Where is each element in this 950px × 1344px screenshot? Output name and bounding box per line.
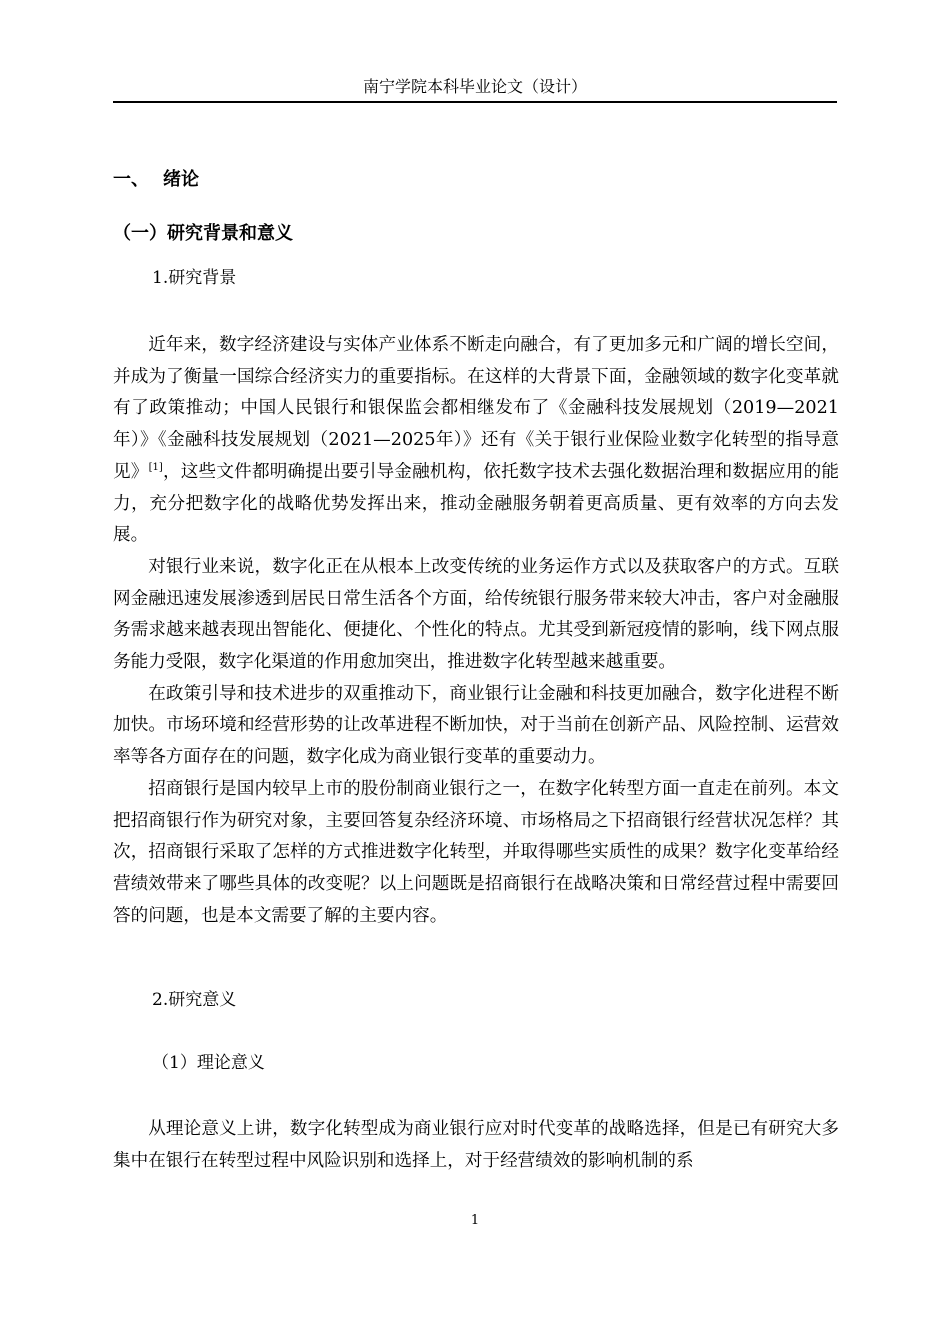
- paragraph-text: ，这些文件都明确提出要引导金融机构，依托数字技术去强化数据治理和数据应用的能力，充分把数字化的战略优势发挥出来，推动金融服务朝着更高质量、更有效率的方向去发展。: [113, 461, 839, 546]
- chapter-number: 一、: [113, 169, 149, 190]
- chapter-title: 绪论: [163, 169, 199, 190]
- paragraph: 招商银行是国内较早上市的股份制商业银行之一，在数字化转型方面一直走在前列。本文把招商银行作为研究对象，主要回答复杂经济环境、市场格局之下招商银行经营状况怎样？其次，招商银行采取了怎样的方式推进数字化转型，并取得哪些实质性的成果？数字化变革给经营绩效带来了哪些具体的改变呢？以上问题既是招商银行在战略决策和日常经营过程中需要回答的问题，也是本文需要了解的主要内容。: [113, 778, 839, 926]
- page-header: 南宁学院本科毕业论文（设计）: [362, 77, 587, 96]
- paragraph: 在政策引导和技术进步的双重推动下，商业银行让金融和科技更加融合，数字化进程不断加快。市场环境和经营形势的让改革进程不断加快，对于当前在创新产品、风险控制、运营效率等各方面存在的问题，数字化成为商业银行变革的重要动力。: [113, 683, 839, 768]
- chapter-heading: [113, 166, 199, 194]
- background-body: [113, 330, 839, 932]
- header-divider: [113, 101, 837, 103]
- paragraph: [113, 330, 839, 552]
- subsubsection-heading-theory: （1）理论意义: [152, 1053, 265, 1073]
- subsection-heading-background: 1.研究背景: [152, 268, 237, 288]
- subsection-heading-significance: 2.研究意义: [152, 990, 237, 1010]
- section-heading: （一）研究背景和意义: [113, 223, 293, 244]
- citation-marker: [1]: [148, 461, 163, 473]
- paragraph: 从理论意义上讲，数字化转型成为商业银行应对时代变革的战略选择，但是已有研究大多集中在银行在转型过程中风险识别和选择上，对于经营绩效的影响机制的系: [113, 1119, 839, 1171]
- paragraph-text: 近年来，数字经济建设与实体产业体系不断走向融合，有了更加多元和广阔的增长空间，并成为了衡量一国综合经济实力的重要指标。在这样的大背景下面，金融领域的数字化变革就有了政策推动；中国人民银行和银保监会都相继发布了《金融科技发展规划（2019—2021年）》《金融科技发展规划（2021—2025年）》还有《关于银行业保险业数字化转型的指导意见》: [113, 335, 839, 482]
- theory-body: [113, 1114, 839, 1177]
- page-number: 1: [470, 1213, 480, 1228]
- paragraph: 对银行业来说，数字化正在从根本上改变传统的业务运作方式以及获取客户的方式。互联网金融迅速发展渗透到居民日常生活各个方面，给传统银行服务带来较大冲击，客户对金融服务需求越来越表现出智能化、便捷化、个性化的特点。尤其受到新冠疫情的影响，线下网点服务能力受限，数字化渠道的作用愈加突出，推进数字化转型越来越重要。: [113, 556, 839, 673]
